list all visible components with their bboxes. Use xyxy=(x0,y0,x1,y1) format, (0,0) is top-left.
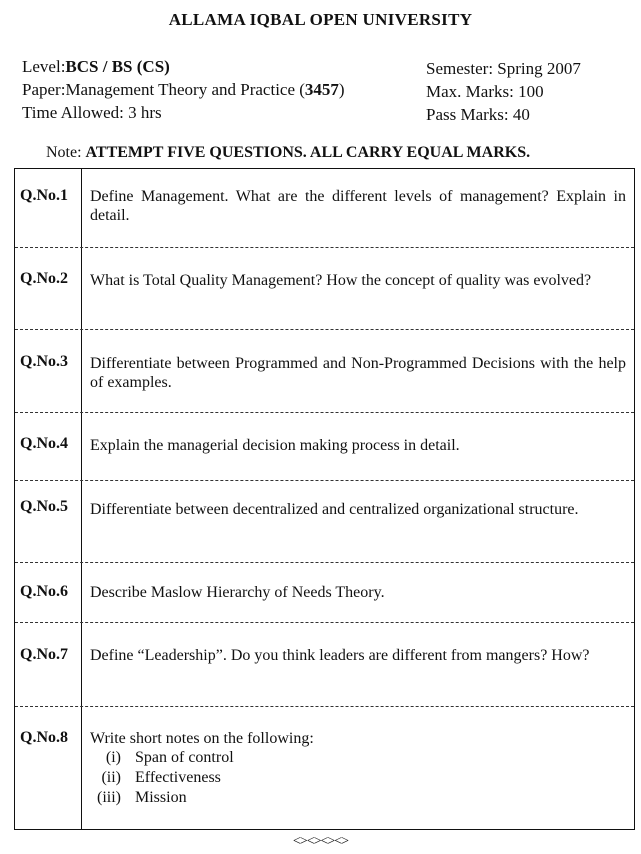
question-text: Define Management. What are the different levels of management? Explain in detail. xyxy=(90,188,626,224)
question-text: Differentiate between decentralized and centralized organizational structure. xyxy=(90,501,579,518)
time-allowed: Time Allowed: 3 hrs xyxy=(22,103,162,122)
question-text: Write short notes on the following: xyxy=(90,730,314,747)
question-row xyxy=(15,248,634,330)
question-number: Q.No.2 xyxy=(15,248,82,329)
paper-code: 3457 xyxy=(304,80,339,99)
question-row xyxy=(15,623,634,707)
question-number: Q.No.8 xyxy=(15,707,82,829)
exam-info-right xyxy=(426,57,581,126)
level-line xyxy=(22,55,345,78)
sub-item-text: Span of control xyxy=(135,749,234,766)
page-title: ALLAMA IQBAL OPEN UNIVERSITY xyxy=(168,10,473,29)
question-row xyxy=(15,330,634,413)
question-row xyxy=(15,481,634,563)
question-number: Q.No.7 xyxy=(15,623,82,706)
sub-item-numeral: (i) xyxy=(105,749,121,766)
exam-info-left xyxy=(22,55,345,124)
sub-item-numeral: (iii) xyxy=(97,789,121,806)
question-text: Describe Maslow Hierarchy of Needs Theory. xyxy=(90,584,385,601)
question-row xyxy=(15,563,634,623)
instructions-note xyxy=(46,144,530,162)
question-number: Q.No.5 xyxy=(15,481,82,562)
level-value: BCS / BS (CS) xyxy=(65,57,170,76)
question-text: Define “Leadership”. Do you think leaders are different from mangers? How? xyxy=(90,647,590,664)
pass-marks: Pass Marks: 40 xyxy=(426,105,530,124)
sub-item-text: Effectiveness xyxy=(135,769,221,786)
max-marks: Max. Marks: 100 xyxy=(426,82,544,101)
semester: Semester: Spring 2007 xyxy=(426,59,581,78)
paper-value: Management Theory and Practice ( xyxy=(65,80,305,99)
questions-table xyxy=(14,168,635,830)
sub-item xyxy=(90,788,626,808)
question-text: Explain the managerial decision making process in detail. xyxy=(90,437,460,454)
sub-item xyxy=(90,768,626,788)
paper-close: ) xyxy=(338,80,345,99)
question-number: Q.No.1 xyxy=(15,169,82,247)
question-row xyxy=(15,707,634,829)
question-text: Differentiate between Programmed and Non-Programmed Decisions with the help of examples. xyxy=(90,355,626,391)
question-number: Q.No.6 xyxy=(15,563,82,622)
question-number: Q.No.4 xyxy=(15,413,82,480)
question-number: Q.No.3 xyxy=(15,330,82,412)
end-marker: <><><><> xyxy=(292,834,349,849)
question-text-block xyxy=(90,729,626,808)
sub-item-text: Mission xyxy=(135,789,187,806)
note-text: ATTEMPT FIVE QUESTIONS. ALL CARRY EQUAL MARKS. xyxy=(85,144,531,161)
question-text: What is Total Quality Management? How the concept of quality was evolved? xyxy=(90,272,592,289)
question-row xyxy=(15,169,634,248)
paper-line xyxy=(22,78,345,101)
question-row xyxy=(15,413,634,481)
sub-item xyxy=(90,748,626,768)
paper-label: Paper: xyxy=(22,80,66,99)
sub-item-numeral: (ii) xyxy=(101,769,121,786)
note-label: Note: xyxy=(46,144,86,161)
level-label: Level: xyxy=(22,57,66,76)
